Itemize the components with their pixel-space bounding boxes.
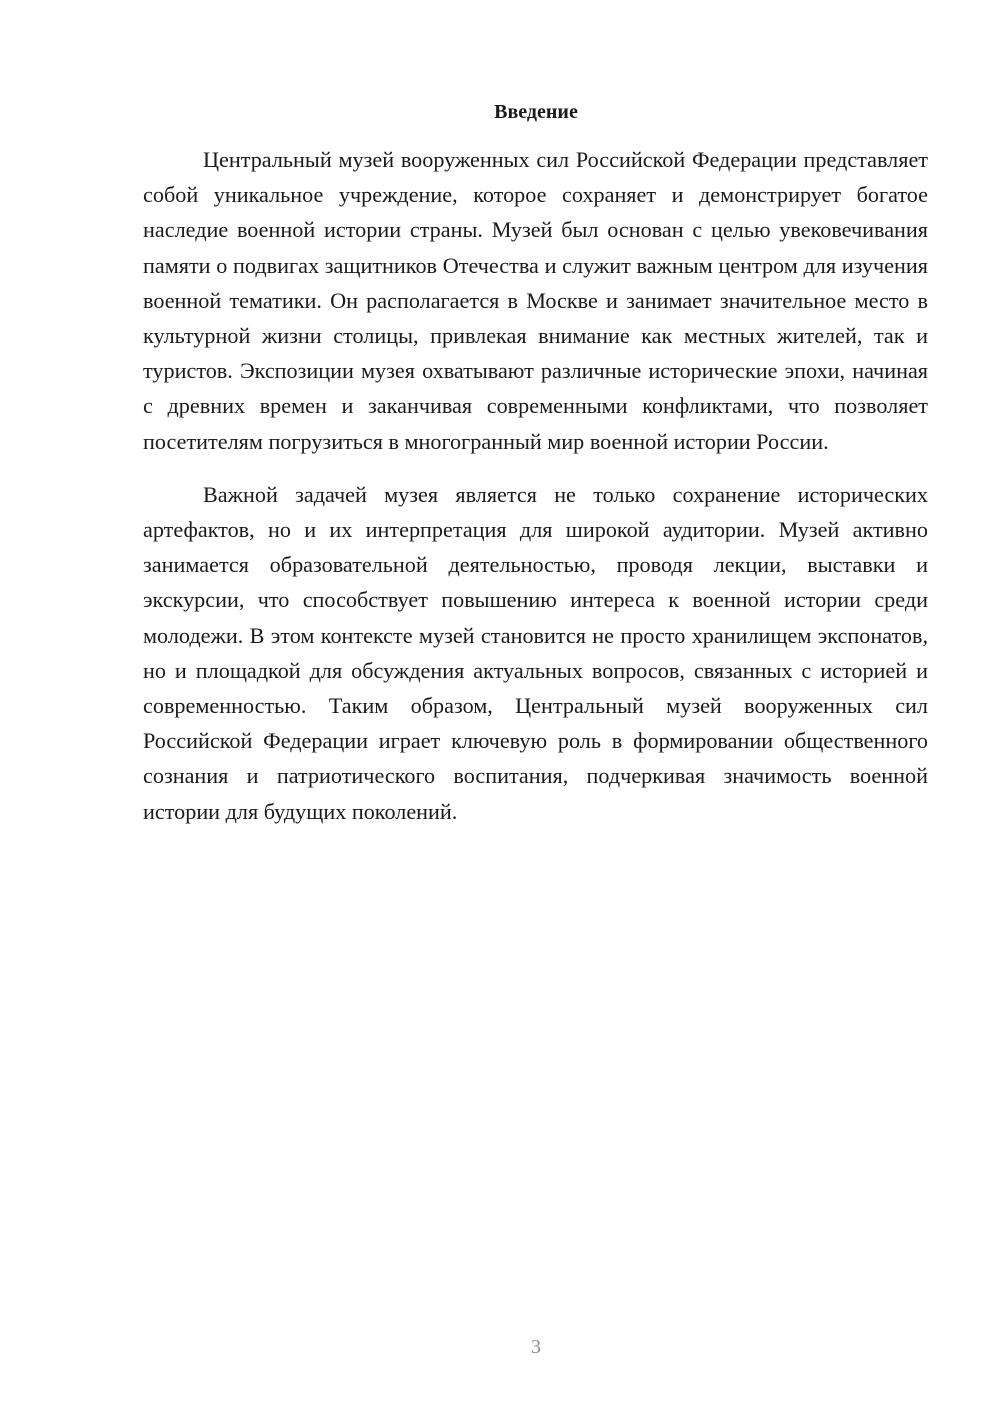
paragraph-1: Центральный музей вооруженных сил Российской Федерации представляет собой уникальное учреждение, которое сохраняет и демонстрирует богатое наследие военной истории страны. Музей был основан с целью увековечивания памяти о подвигах защитников Отечества и служит важным центром для изучения военной тематики. Он располагается в Москве и занимает значительное место в культурной жизни столицы, привлекая внимание как местных жителей, так и туристов. Экспозиции музея охватывают различные исторические эпохи, начиная с древних времен и заканчивая современными конфликтами, что позволяет посетителям погрузиться в многогранный мир военной истории России. (143, 147, 928, 454)
page-number: 3 (531, 1336, 541, 1358)
paragraph-2: Важной задачей музея является не только сохранение исторических артефактов, но и их интерпретация для широкой аудитории. Музей активно занимается образовательной деятельностью, проводя лекции, выставки и экскурсии, что способствует повышению интереса к военной истории среди молодежи. В этом контексте музей становится не просто хранилищем экспонатов, но и площадкой для обсуждения актуальных вопросов, связанных с историей и современностью. Таким образом, Центральный музей вооруженных сил Российской Федерации играет ключевую роль в формировании общественного сознания и патриотического воспитания, подчеркивая значимость военной истории для будущих поколений. (143, 481, 928, 824)
section-title: Введение (494, 101, 578, 123)
body-text (143, 142, 928, 829)
